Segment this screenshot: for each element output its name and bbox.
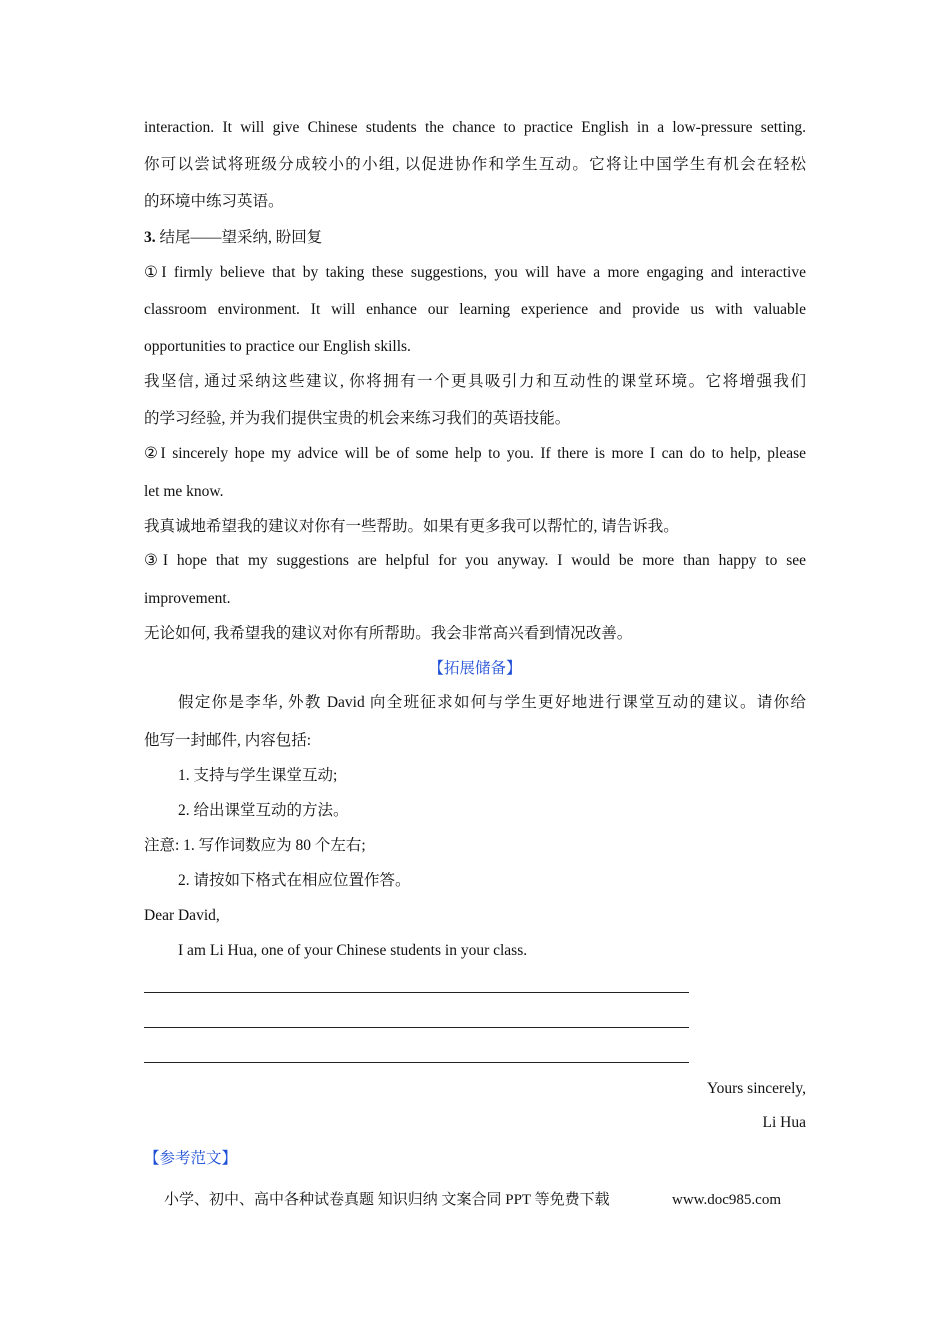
paragraph-line: ③I hope that my suggestions are helpful for you anyway. I would be more than happy to see	[144, 552, 806, 569]
footer-url: www.doc985.com	[672, 1192, 782, 1208]
note-line: 2. 请按如下格式在相应位置作答。	[178, 872, 411, 889]
paragraph-line: 无论如何, 我希望我的建议对你有所帮助。我会非常高兴看到情况改善。	[144, 625, 633, 642]
paragraph-line: interaction. It will give Chinese students the chance to practice English in a low-pressure setting.	[144, 119, 806, 136]
prompt-line: 他写一封邮件, 内容包括:	[144, 732, 312, 749]
letter-salutation: Dear David,	[144, 907, 220, 924]
paragraph-line: classroom environment. It will enhance our learning experience and provide us with valuable	[144, 301, 806, 318]
section-heading	[144, 228, 806, 248]
paragraph-line: ①I firmly believe that by taking these suggestions, you will have a more engaging and interactive	[144, 264, 806, 281]
paragraph-line: ②I sincerely hope my advice will be of some help to you. If there is more I can do to help, please	[144, 445, 806, 462]
paragraph-line: 的环境中练习英语。	[144, 193, 284, 210]
letter-signature: Li Hua	[762, 1114, 806, 1131]
paragraph-line: 你可以尝试将班级分成较小的小组, 以促进协作和学生互动。它将让中国学生有机会在轻松	[144, 156, 806, 173]
paragraph-line: 的学习经验, 并为我们提供宝贵的机会来练习我们的英语技能。	[144, 410, 571, 427]
letter-closing: Yours sincerely,	[706, 1080, 806, 1097]
answer-line	[144, 1062, 689, 1063]
letter-opening: I am Li Hua, one of your Chinese students in your class.	[178, 942, 528, 959]
prompt-line: 假定你是李华, 外教 David 向全班征求如何与学生更好地进行课堂互动的建议。请你给	[178, 694, 806, 711]
note-line: 注意: 1. 写作词数应为 80 个左右;	[144, 837, 366, 854]
requirement-item: 1. 支持与学生课堂互动;	[178, 767, 338, 784]
page-footer	[164, 1190, 804, 1210]
paragraph-line: 我坚信, 通过采纳这些建议, 你将拥有一个更具吸引力和互动性的课堂环境。它将增强我们	[144, 373, 806, 390]
reference-title: 【参考范文】	[144, 1150, 238, 1167]
answer-line	[144, 992, 689, 993]
answer-line	[144, 1027, 689, 1028]
section-number: 3.	[144, 229, 156, 246]
paragraph-line: opportunities to practice our English skills.	[144, 338, 411, 355]
footer-text: 小学、初中、高中各种试卷真题 知识归纳 文案合同 PPT 等免费下载	[164, 1192, 610, 1208]
extension-title: 【拓展储备】	[428, 660, 522, 677]
paragraph-line: improvement.	[144, 590, 231, 607]
paragraph-line: 我真诚地希望我的建议对你有一些帮助。如果有更多我可以帮忙的, 请告诉我。	[144, 518, 679, 535]
requirement-item: 2. 给出课堂互动的方法。	[178, 802, 349, 819]
section-heading-text: 结尾——望采纳, 盼回复	[155, 229, 323, 246]
paragraph-line: let me know.	[144, 483, 224, 500]
